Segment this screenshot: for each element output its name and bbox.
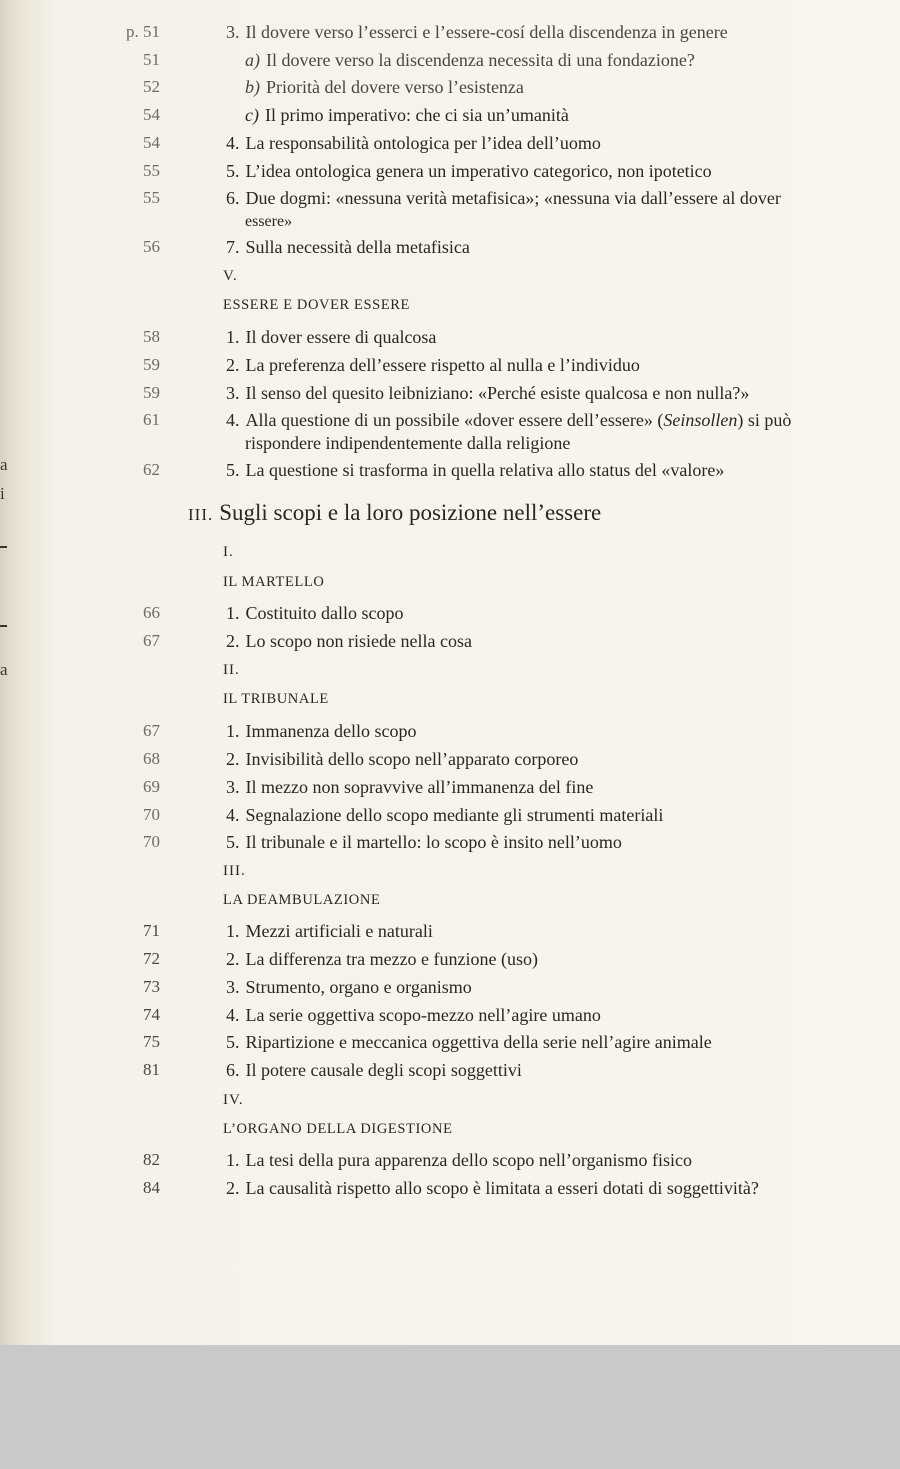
entry-text	[226, 382, 826, 405]
entry-label: 5.	[226, 460, 240, 480]
entry-label: 1.	[226, 603, 240, 623]
page-number: 72	[143, 949, 160, 968]
page-number: 81	[143, 1060, 160, 1079]
edge-dash	[0, 625, 7, 627]
entry-label: 2.	[226, 355, 240, 375]
part-title	[188, 500, 601, 526]
page-number: 84	[143, 1178, 160, 1197]
entry-text	[226, 1149, 826, 1172]
entry-label: a)	[245, 50, 260, 70]
entry-italic: Seinsollen	[663, 410, 738, 430]
entry-text	[245, 76, 845, 99]
page-number: 82	[143, 1150, 160, 1169]
entry-text	[226, 948, 826, 971]
page-number: 51	[143, 50, 160, 69]
entry-label: 4.	[226, 133, 240, 153]
entry-title: Invisibilità dello scopo nell’apparato corporeo	[245, 749, 579, 769]
entry-label: 4.	[226, 1005, 240, 1025]
entry-text	[226, 831, 826, 854]
page-number: 55	[143, 188, 160, 207]
entry-title: Mezzi artificiali e naturali	[245, 921, 433, 941]
entry-title: La questione si trasforma in quella relativa allo status del «valore»	[245, 460, 725, 480]
page-number: 54	[143, 105, 160, 124]
entry-label: 6.	[226, 1060, 240, 1080]
scanner-background	[0, 1345, 900, 1469]
part-title-text: Sugli scopi e la loro posizione nell’essere	[219, 500, 602, 525]
roman-numeral: I.	[223, 544, 234, 560]
edge-letter: a	[0, 455, 8, 474]
entry-text	[226, 976, 826, 999]
entry-text	[226, 630, 826, 653]
page-number: 56	[143, 237, 160, 256]
entry-title: Il dovere verso l’esserci e l’essere-cosí della discendenza in genere	[245, 22, 728, 42]
entry-text	[226, 1031, 846, 1054]
entry-text	[226, 236, 826, 259]
heading-text: L’ORGANO DELLA DIGESTIONE	[223, 1121, 453, 1137]
entry-label: 7.	[226, 237, 240, 257]
entry-text	[226, 132, 826, 155]
entry-continuation: rispondere indipendentemente dalla religione	[245, 433, 571, 453]
entry-label: b)	[245, 77, 260, 97]
entry-text	[226, 602, 826, 625]
heading-text: ESSERE E DOVER ESSERE	[223, 297, 411, 313]
entry-title: Il primo imperativo: che ci sia un’umanità	[264, 105, 569, 125]
edge-letter: a	[0, 660, 8, 679]
entry-label: 2.	[226, 1178, 240, 1198]
entry-title: Il potere causale degli scopi soggettivi	[245, 1060, 522, 1080]
entry-title: Alla questione di un possibile «dover essere dell’essere» (	[245, 410, 664, 430]
entry-label: 1.	[226, 1150, 240, 1170]
page-number: 54	[143, 133, 160, 152]
entry-text	[226, 326, 826, 349]
entry-label: 6.	[226, 188, 240, 208]
entry-text	[226, 459, 826, 482]
entry-title: Sulla necessità della metafisica	[245, 237, 470, 257]
page-number: 52	[143, 77, 160, 96]
heading-text: IL MARTELLO	[223, 574, 325, 590]
entry-title: Immanenza dello scopo	[245, 721, 417, 741]
page-number: 58	[143, 327, 160, 346]
entry-continuation: essere»	[245, 213, 293, 230]
entry-title: Il tribunale e il martello: lo scopo è insito nell’uomo	[245, 832, 622, 852]
entry-text	[226, 160, 826, 183]
entry-text	[226, 21, 826, 44]
entry-label: 2.	[226, 949, 240, 969]
entry-label: 3.	[226, 383, 240, 403]
page-number: 70	[143, 805, 160, 824]
entry-title: Lo scopo non risiede nella cosa	[245, 631, 472, 651]
entry-label: 4.	[226, 410, 240, 430]
entry-title: Priorità del dovere verso l’esistenza	[266, 77, 524, 97]
page-number: 59	[143, 355, 160, 374]
page-number: 75	[143, 1032, 160, 1051]
entry-title: La responsabilità ontologica per l’idea dell’uomo	[245, 133, 601, 153]
page-number: 66	[143, 603, 160, 622]
entry-title: La differenza tra mezzo e funzione (uso)	[245, 949, 539, 969]
entry-title: Il mezzo non sopravvive all’immanenza del fine	[245, 777, 594, 797]
page-number: 62	[143, 460, 160, 479]
entry-text	[226, 1177, 866, 1200]
entry-title: Il dovere verso la discendenza necessita di una fondazione?	[266, 50, 695, 70]
entry-text	[226, 187, 836, 233]
entry-title: Il dover essere di qualcosa	[245, 327, 437, 347]
entry-label: 2.	[226, 631, 240, 651]
entry-title: La tesi della pura apparenza dello scopo nell’organismo fisico	[245, 1150, 693, 1170]
page-number: 69	[143, 777, 160, 796]
entry-label: 1.	[226, 327, 240, 347]
page-number: 68	[143, 749, 160, 768]
entry-label: 5.	[226, 1032, 240, 1052]
entry-title: Ripartizione e meccanica oggettiva della serie nell’agire animale	[245, 1032, 712, 1052]
part-number: III.	[188, 505, 214, 524]
edge-dash	[0, 546, 7, 548]
entry-title: Segnalazione dello scopo mediante gli strumenti materiali	[245, 805, 664, 825]
page-number: 71	[143, 921, 160, 940]
entry-label: 3.	[226, 777, 240, 797]
roman-numeral: V.	[223, 268, 238, 284]
entry-text	[226, 776, 826, 799]
entry-text	[226, 804, 826, 827]
heading-text: LA DEAMBULAZIONE	[223, 892, 381, 908]
entry-text	[226, 409, 836, 455]
entry-label: 3.	[226, 977, 240, 997]
entry-text	[226, 1059, 826, 1082]
entry-title: Due dogmi: «nessuna verità metafisica»; «nessuna via dall’essere al dover	[245, 188, 781, 208]
entry-label: 1.	[226, 721, 240, 741]
page-number: 59	[143, 383, 160, 402]
edge-letter: i	[0, 484, 5, 503]
entry-title: La preferenza dell’essere rispetto al nulla e l’individuo	[245, 355, 640, 375]
roman-numeral: IV.	[223, 1092, 244, 1108]
entry-text	[226, 1004, 826, 1027]
entry-title: L’idea ontologica genera un imperativo categorico, non ipotetico	[245, 161, 712, 181]
entry-text	[226, 720, 826, 743]
page-number: 55	[143, 161, 160, 180]
roman-numeral: III.	[223, 863, 246, 879]
entry-title: Il senso del quesito leibniziano: «Perché esiste qualcosa e non nulla?»	[245, 383, 750, 403]
entry-text	[245, 49, 845, 72]
page-number: 67	[143, 721, 160, 740]
page-number: 67	[143, 631, 160, 650]
page-number: 73	[143, 977, 160, 996]
entry-text	[226, 920, 826, 943]
roman-numeral: II.	[223, 662, 240, 678]
entry-label: 4.	[226, 805, 240, 825]
entry-label: c)	[245, 105, 259, 125]
entry-label: 2.	[226, 749, 240, 769]
page-number: 61	[143, 410, 160, 429]
page-number: p. 51	[126, 22, 160, 41]
entry-label: 1.	[226, 921, 240, 941]
heading-text: IL TRIBUNALE	[223, 691, 329, 707]
page-number: 74	[143, 1005, 160, 1024]
entry-text	[245, 104, 845, 127]
entry-title: Costituito dallo scopo	[245, 603, 404, 623]
entry-title: La serie oggettiva scopo-mezzo nell’agire umano	[245, 1005, 601, 1025]
entry-label: 5.	[226, 832, 240, 852]
entry-title-tail: ) si può	[737, 410, 792, 430]
page-number: 70	[143, 832, 160, 851]
entry-title: Strumento, organo e organismo	[245, 977, 472, 997]
entry-label: 3.	[226, 22, 240, 42]
entry-text	[226, 354, 826, 377]
entry-text	[226, 748, 826, 771]
entry-title: La causalità rispetto allo scopo è limitata a esseri dotati di soggettività?	[245, 1178, 759, 1198]
entry-label: 5.	[226, 161, 240, 181]
